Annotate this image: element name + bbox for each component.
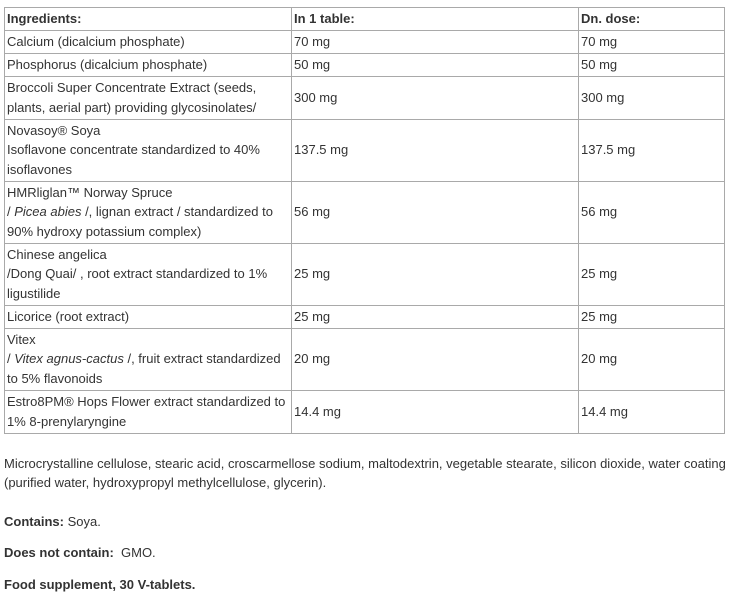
ingredient-detail: /, lignan extract / standardized to 90% hydroxy potassium complex): [7, 204, 273, 239]
ingredient-title: Novasoy® Soya: [7, 122, 101, 138]
product-description-text: Food supplement, 30 V-tablets.: [4, 576, 196, 592]
latin-name: Vitex agnus-cactus: [14, 351, 124, 367]
table-row: [5, 119, 725, 181]
does-not-contain-label: Does not contain:: [4, 545, 114, 560]
amount-per-tablet: 20 mg: [292, 328, 579, 390]
table-row: [5, 243, 725, 305]
ingredient-detail-prefix: /: [7, 351, 15, 367]
ingredient-name: Broccoli Super Concentrate Extract (seeds, plants, aerial part) providing glycosinolates/: [5, 76, 292, 119]
amount-daily-dose: 137.5 mg: [579, 119, 725, 181]
amount-daily-dose: 56 mg: [579, 181, 725, 243]
contains-label: Contains:: [4, 513, 64, 529]
table-row: [5, 181, 725, 243]
table-row: [5, 30, 725, 53]
does-not-contain-value: GMO.: [113, 545, 156, 560]
amount-per-tablet: 50 mg: [292, 53, 579, 76]
amount-per-tablet: 70 mg: [292, 30, 579, 53]
table-header-row: [5, 8, 725, 31]
other-ingredients: Microcrystalline cellulose, stearic acid, croscarmellose sodium, maltodextrin, vegetable stearate, silicon dioxide, water coating (purified water, hydroxypropyl methylcellulose, glycerin).: [4, 455, 726, 490]
table-row: [5, 305, 725, 328]
ingredient-detail: /Dong Quai/ , root extract standardized to 1% ligustilide: [7, 266, 268, 301]
table-row: [5, 53, 725, 76]
ingredient-detail-prefix: /: [7, 204, 15, 220]
amount-daily-dose: 14.4 mg: [579, 390, 725, 433]
contains-line: [4, 512, 730, 532]
ingredient-name: [5, 119, 292, 181]
amount-daily-dose: 50 mg: [579, 53, 725, 76]
amount-daily-dose: 70 mg: [579, 30, 725, 53]
ingredient-name: [5, 243, 292, 305]
table-row: [5, 390, 725, 433]
table-row: [5, 328, 725, 390]
ingredient-name: [5, 328, 292, 390]
ingredient-name: [5, 181, 292, 243]
amount-per-tablet: 25 mg: [292, 305, 579, 328]
contains-value: Soya.: [63, 513, 101, 529]
header-per-tablet: In 1 table:: [292, 8, 579, 31]
amount-daily-dose: 300 mg: [579, 76, 725, 119]
ingredient-name: Licorice (root extract): [5, 305, 292, 328]
ingredients-table: [4, 7, 725, 434]
ingredient-detail: /, fruit extract standardized to 5% flavonoids: [7, 351, 281, 386]
ingredient-name: Estro8PM® Hops Flower extract standardized to 1% 8-prenylaryngine: [5, 390, 292, 433]
ingredient-title: Chinese angelica: [7, 246, 107, 262]
ingredient-name: Phosphorus (dicalcium phosphate): [5, 53, 292, 76]
ingredient-name: Calcium (dicalcium phosphate): [5, 30, 292, 53]
amount-per-tablet: 300 mg: [292, 76, 579, 119]
does-not-contain-line: [4, 543, 730, 563]
amount-per-tablet: 56 mg: [292, 181, 579, 243]
ingredient-detail: Isoflavone concentrate standardized to 40% isoflavones: [7, 142, 260, 177]
product-description: [4, 575, 730, 595]
amount-per-tablet: 137.5 mg: [292, 119, 579, 181]
amount-per-tablet: 25 mg: [292, 243, 579, 305]
amount-daily-dose: 25 mg: [579, 243, 725, 305]
header-ingredients: Ingredients:: [5, 8, 292, 31]
amount-daily-dose: 25 mg: [579, 305, 725, 328]
ingredient-title: HMRliglan™ Norway Spruce: [7, 184, 173, 200]
amount-daily-dose: 20 mg: [579, 328, 725, 390]
latin-name: Picea abies: [14, 204, 82, 220]
header-daily-dose: Dn. dose:: [579, 8, 725, 31]
amount-per-tablet: 14.4 mg: [292, 390, 579, 433]
table-row: [5, 76, 725, 119]
ingredient-title: Vitex: [7, 331, 36, 347]
